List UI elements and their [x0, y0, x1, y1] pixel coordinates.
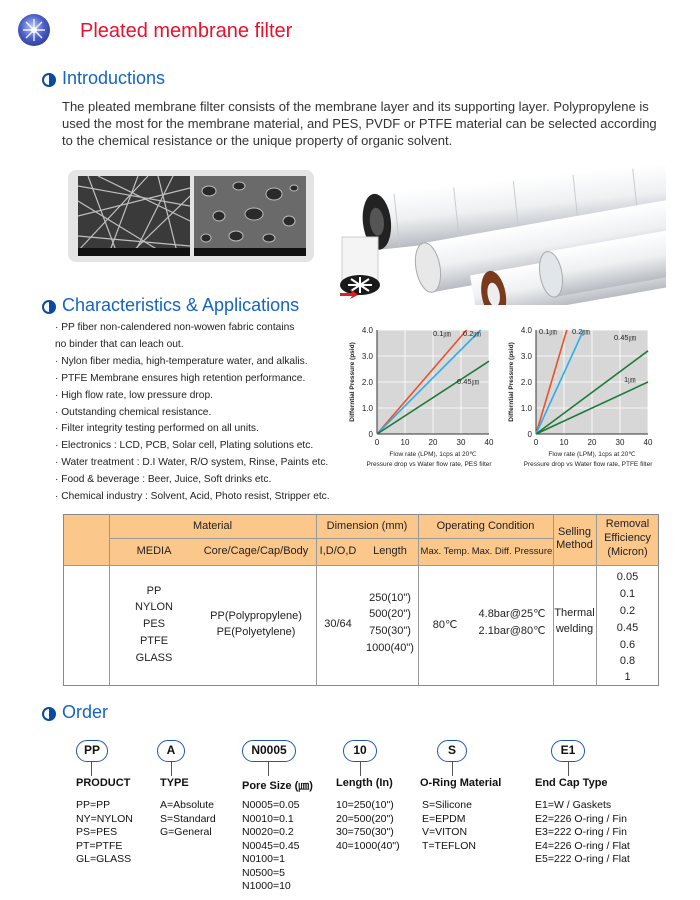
order-head-product: PRODUCT [76, 777, 131, 789]
header-material: Material [192, 520, 233, 532]
page-title: Pleated membrane filter [80, 20, 293, 42]
order-code-length: 10 [343, 740, 377, 762]
removal-value: 0.6 [619, 639, 636, 651]
list-item: · Food & beverage : Beer, Juice, Soft drinks etc. [55, 474, 272, 486]
removal-value: 0.1 [619, 588, 636, 600]
removal-value: 0.2 [619, 605, 636, 617]
list-item: 20=500(20") [336, 812, 394, 825]
y-tick-label: 1.0 [520, 404, 532, 413]
media-glass: GLASS [135, 652, 173, 664]
x-tick-label: 20 [428, 438, 438, 447]
characteristics-list [55, 320, 360, 506]
order-head-oring: O-Ring Material [420, 777, 502, 789]
series-label: 1㎛ [624, 375, 636, 384]
list-item: N1000=10 [242, 880, 291, 892]
order-list-length [336, 799, 400, 853]
order-head-pore: Pore Size (㎛) [242, 780, 313, 792]
header-selling-2: Method [556, 539, 593, 551]
header-id-od: I,D/O,D [319, 545, 357, 557]
list-item: · Filter integrity testing performed on all units. [55, 423, 259, 435]
section-title-order: Order [62, 702, 109, 722]
list-item: · Chemical industry : Solvent, Acid, Photo resist, Stripper etc. [55, 491, 330, 503]
length-value: 250(10") [369, 592, 411, 604]
list-item: S=Standard [160, 812, 216, 825]
section-bullet-icon [42, 707, 56, 721]
list-item: · Nylon fiber media, high-temperature water, and alkalis. [55, 355, 308, 367]
order-code-product: PP [76, 740, 108, 762]
list-item: PP=PP [76, 799, 111, 811]
list-item: N0500=5 [242, 866, 285, 879]
header-removal-2: Efficiency [604, 532, 651, 544]
fiber-micrograph [78, 176, 190, 256]
series-label: 0.1㎛ [433, 329, 451, 338]
removal-value: 1 [624, 671, 631, 683]
list-item: PT=PTFE [76, 839, 123, 852]
y-tick-label: 3.0 [361, 352, 373, 361]
header-core: Core/Cage/Cap/Body [203, 545, 309, 557]
order-list-type [160, 799, 216, 840]
y-tick-label: 2.0 [361, 378, 373, 387]
list-item: E1=W / Gaskets [535, 799, 612, 811]
series-label: 0.2㎛ [463, 329, 481, 338]
order-code-type: A [157, 740, 185, 762]
x-tick-label: 40 [643, 438, 653, 447]
list-item: S=Silicone [422, 799, 472, 811]
media-pp: PP [146, 585, 162, 597]
removal-value: 0.45 [616, 622, 639, 634]
list-item: PS=PES [76, 826, 118, 838]
list-item: E=EPDM [422, 812, 466, 825]
list-item: NY=NYLON [76, 812, 133, 825]
y-tick-label: 3.0 [520, 352, 532, 361]
order-code-endcap: E1 [551, 740, 585, 762]
filter-cartridges-photo [336, 165, 666, 305]
series-label: 0.45㎛ [457, 377, 480, 386]
membrane-micrographs [68, 170, 314, 262]
pore-micrograph [194, 176, 306, 256]
length-value: 500(20") [369, 608, 411, 620]
x-tick-label: 30 [615, 438, 625, 447]
order-list-endcap [535, 799, 630, 867]
removal-value: 0.8 [619, 655, 636, 667]
x-tick-label: 20 [587, 438, 597, 447]
y-axis-label: Differntial Pressure (psid) [508, 342, 515, 422]
header-media: MEDIA [136, 545, 172, 557]
section-bullet-icon [42, 300, 56, 314]
chart-caption: Pressure drop vs Water flow rate, PES filter [366, 461, 492, 468]
core-pp: PP(Polypropylene) [210, 610, 302, 622]
x-tick-label: 0 [374, 438, 380, 447]
removal-value: 0.05 [616, 571, 639, 583]
section-title-characteristics: Characteristics & Applications [62, 295, 300, 315]
header-selling-1: Selling [557, 526, 592, 538]
list-item: G=General [160, 826, 212, 838]
core-pe: PE(Polyetylene) [216, 626, 296, 638]
media-nylon: NYLON [135, 601, 173, 613]
max-diff-value: 4.8bar@25℃ [478, 608, 546, 620]
list-item: · High flow rate, low pressure drop. [55, 389, 213, 401]
list-item: no binder that can leach out. [55, 338, 184, 350]
y-tick-label: 2.0 [520, 378, 532, 387]
header-dimension: Dimension (mm) [326, 520, 408, 532]
list-item: A=Absolute [160, 799, 214, 811]
list-item: E2=226 O-ring / Fin [535, 812, 627, 825]
series-label: 0.2㎛ [572, 327, 590, 336]
section-bullet-icon [42, 73, 56, 87]
list-item: N0005=0.05 [242, 799, 300, 811]
y-tick-label: 0 [527, 430, 532, 439]
x-tick-label: 40 [484, 438, 494, 447]
list-item: · Outstanding chemical resistance. [55, 406, 212, 418]
x-axis-label: Flow rate (LPM), 1cps at 20℃ [389, 451, 477, 458]
series-label: 0.1㎛ [539, 327, 557, 336]
x-tick-label: 10 [400, 438, 410, 447]
header-max-diff: Max. Diff. Pressure [471, 546, 553, 557]
x-tick-label: 10 [559, 438, 569, 447]
y-tick-label: 1.0 [361, 404, 373, 413]
order-list-oring [422, 799, 476, 853]
intro-paragraph: The pleated membrane filter consists of the membrane layer and its supporting layer. Polypropylene is used the most for the membrane material, and PES, PVDF or PTFE material can be selected according to the chemical resistance or the unique property of organic solvent. [62, 99, 657, 148]
list-item: N0020=0.2 [242, 826, 294, 838]
specification-table [63, 514, 659, 686]
y-tick-label: 4.0 [361, 326, 373, 335]
list-item: N0100=1 [242, 853, 285, 865]
x-axis-label: Flow rate (LPM), 1cps at 20℃ [548, 451, 636, 458]
order-list-pore [242, 799, 300, 894]
max-diff-value: 2.1bar@80℃ [478, 625, 546, 637]
series-label: 0.45㎛ [614, 333, 637, 342]
list-item: · Electronics : LCD, PCB, Solar cell, Plating solutions etc. [55, 440, 314, 452]
section-title-intro: Introductions [62, 68, 166, 88]
selling-value: welding [555, 623, 594, 635]
chart-ptfe-filter [504, 322, 669, 474]
list-item: E5=222 O-ring / Flat [535, 853, 630, 865]
list-item: 30=750(30") [336, 826, 394, 838]
order-head-length: Length (In) [336, 777, 393, 789]
chart-pes-filter [345, 322, 510, 474]
list-item: · PTFE Membrane ensures high retention performance. [55, 372, 306, 384]
y-tick-label: 4.0 [520, 326, 532, 335]
list-item: N0010=0.1 [242, 812, 294, 825]
max-temp-value: 80℃ [432, 619, 458, 631]
header-max-temp: Max. Temp. [420, 546, 470, 557]
list-item: 10=250(10") [336, 799, 394, 811]
list-item: · Water treatment : D.I Water, R/O system, Rinse, Paints etc. [55, 457, 329, 469]
y-tick-label: 0 [368, 430, 373, 439]
media-ptfe: PTFE [139, 635, 169, 647]
header-length: Length [373, 545, 407, 557]
list-item: GL=GLASS [76, 853, 132, 865]
header-removal-3: (Micron) [607, 546, 648, 558]
header-operating: Operating Condition [436, 520, 535, 532]
list-item: · PP fiber non-calendered non-wowen fabric contains [55, 322, 295, 333]
length-value: 1000(40") [366, 642, 414, 654]
id-od-value: 30/64 [324, 618, 352, 630]
list-item: N0045=0.45 [242, 839, 300, 852]
list-item: T=TEFLON [422, 839, 476, 852]
list-item: V=VITON [422, 826, 468, 838]
media-pes: PES [142, 618, 165, 630]
order-code-pore: N0005 [242, 740, 296, 762]
company-logo [18, 14, 50, 46]
x-tick-label: 0 [533, 438, 539, 447]
list-item: E3=222 O-ring / Fin [535, 826, 627, 838]
y-axis-label: Differntial Pressure (psid) [349, 342, 356, 422]
chart-caption: Pressure drop vs Water flow rate, PTFE filter [523, 461, 653, 468]
order-head-endcap: End Cap Type [535, 777, 608, 789]
list-item: 40=1000(40") [336, 839, 400, 852]
order-list-product [76, 799, 133, 867]
header-removal-1: Removal [605, 518, 650, 530]
length-value: 750(30") [369, 625, 411, 637]
list-item: E4=226 O-ring / Flat [535, 839, 630, 852]
selling-value: Thermal [554, 607, 595, 619]
order-code-oring: S [437, 740, 467, 762]
order-head-type: TYPE [160, 777, 189, 789]
x-tick-label: 30 [456, 438, 466, 447]
